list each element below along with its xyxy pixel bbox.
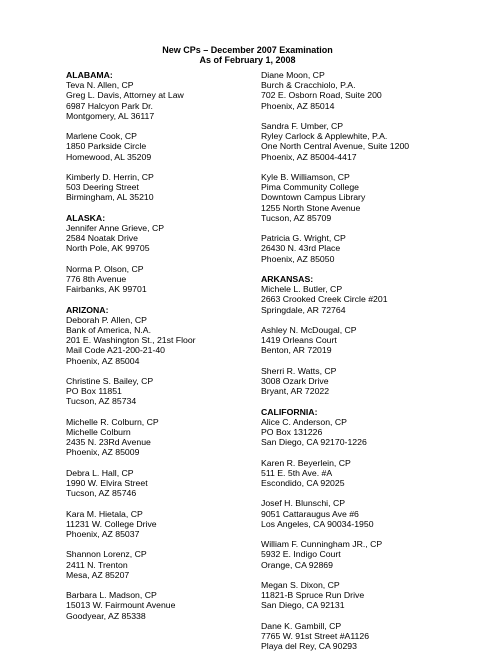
- entry-name: Christine S. Bailey, CP: [66, 376, 154, 386]
- address-entry: [261, 621, 486, 652]
- address-line: 26430 N. 43rd Place: [261, 243, 341, 254]
- address-line: Phoenix, AZ 85004: [66, 355, 140, 366]
- address-entry: [261, 121, 486, 162]
- address-line: Escondido, CA 92025: [261, 478, 345, 488]
- address-line: Fairbanks, AK 99701: [66, 284, 147, 295]
- address-line: Orange, CA 92869: [261, 559, 333, 570]
- address-entry: [66, 468, 266, 499]
- address-line: 503 Deering Street: [66, 182, 139, 193]
- address-line: Phoenix, AZ 85014: [261, 100, 335, 111]
- address-line: Tucson, AZ 85734: [66, 396, 137, 407]
- address-line: One North Central Avenue, Suite 1200: [261, 141, 410, 152]
- entry-name: Kyle B. Williamson, CP: [261, 172, 350, 182]
- entry-name: Alice C. Anderson, CP: [261, 416, 347, 427]
- state-heading: CALIFORNIA:: [261, 406, 318, 417]
- address-line: Greg L. Davis, Attorney at Law: [66, 90, 184, 101]
- address-line: Phoenix, AZ 85009: [66, 447, 140, 458]
- address-line: 3008 Ozark Drive: [261, 376, 329, 386]
- entry-name: Karen R. Beyerlein, CP: [261, 457, 351, 468]
- address-line: 2411 N. Trenton: [66, 559, 128, 570]
- address-line: Phoenix, AZ 85050: [261, 253, 335, 264]
- address-line: Bryant, AR 72022: [261, 386, 330, 397]
- header-line-1: New CPs – December 2007 Examination: [162, 45, 333, 55]
- address-line: Springdale, AR 72764: [261, 304, 346, 315]
- address-entry: [261, 580, 486, 611]
- address-line: 1990 W. Elvira Street: [66, 478, 148, 488]
- address-line: 9051 Cattaraugus Ave #6: [261, 508, 359, 519]
- address-entry: [66, 509, 266, 540]
- address-line: 1419 Orleans Court: [261, 335, 337, 346]
- entry-name: Sherri R. Watts, CP: [261, 365, 337, 376]
- entry-name: Teva N. Allen, CP: [66, 80, 134, 91]
- left-column: [66, 70, 266, 631]
- address-entry: [261, 172, 486, 223]
- address-line: San Diego, CA 92131: [261, 600, 345, 611]
- address-line: 11231 W. College Drive: [66, 518, 157, 529]
- address-line: Benton, AR 72019: [261, 345, 332, 356]
- address-entry: [66, 172, 266, 203]
- address-line: Downtown Campus Library: [261, 192, 366, 203]
- address-line: Mesa, AZ 85207: [66, 569, 130, 580]
- entry-name: Michelle R. Colburn, CP: [66, 416, 159, 427]
- entry-name: Michele L. Butler, CP: [261, 284, 343, 295]
- address-entry: [66, 590, 266, 621]
- address-line: Phoenix, AZ 85004-4417: [261, 151, 357, 162]
- entry-name: Diane Moon, CP: [261, 70, 325, 80]
- address-entry: [261, 498, 486, 529]
- document-header: [0, 45, 495, 65]
- address-entry: [66, 131, 266, 162]
- entry-name: Kara M. Hietala, CP: [66, 508, 143, 519]
- address-line: 1255 North Stone Avenue: [261, 202, 361, 213]
- state-heading: ALASKA:: [66, 212, 106, 223]
- entry-name: Dane K. Gambill, CP: [261, 620, 342, 631]
- address-line: Playa del Rey, CA 90293: [261, 641, 357, 652]
- entry-name: Kimberly D. Herrin, CP: [66, 172, 154, 182]
- address-line: 2584 Noatak Drive: [66, 233, 138, 244]
- address-line: 2663 Crooked Creek Circle #201: [261, 294, 388, 305]
- address-line: 11821-B Spruce Run Drive: [261, 590, 365, 601]
- entry-name: Jennifer Anne Grieve, CP: [66, 223, 165, 233]
- address-line: Bank of America, N.A.: [66, 325, 151, 335]
- address-line: Michelle Colburn: [66, 427, 131, 437]
- state-heading: ARIZONA:: [66, 304, 109, 315]
- entry-name: Josef H. Blunschi, CP: [261, 498, 346, 509]
- address-line: 1850 Parkside Circle: [66, 141, 147, 152]
- entry-name: Debra L. Hall, CP: [66, 467, 134, 478]
- address-entry: [66, 376, 266, 407]
- address-line: 702 E. Osborn Road, Suite 200: [261, 90, 382, 101]
- address-line: Los Angeles, CA 90034-1950: [261, 518, 374, 529]
- address-entry: [261, 539, 486, 570]
- entry-name: Ashley N. McDougal, CP: [261, 325, 357, 335]
- entry-name: Shannon Lorenz, CP: [66, 549, 147, 560]
- address-line: Tucson, AZ 85709: [261, 212, 332, 223]
- address-entry: [261, 366, 486, 397]
- address-line: 5932 E. Indigo Court: [261, 549, 341, 560]
- address-entry: [66, 549, 266, 580]
- address-line: San Diego, CA 92170-1226: [261, 437, 367, 448]
- address-entry: [261, 274, 486, 315]
- address-line: 2435 N. 23Rd Avenue: [66, 437, 151, 448]
- address-line: 511 E. 5th Ave. #A: [261, 467, 333, 478]
- address-entry: [66, 417, 266, 458]
- address-line: Homewood, AL 35209: [66, 151, 152, 162]
- state-heading: ALABAMA:: [66, 70, 113, 80]
- address-line: Goodyear, AZ 85338: [66, 610, 146, 621]
- address-line: Ryley Carlock & Applewhite, P.A.: [261, 131, 388, 142]
- address-entry: [261, 233, 486, 264]
- address-line: PO Box 11851: [66, 386, 122, 397]
- address-entry: [261, 407, 486, 448]
- entry-name: Norma P. Olson, CP: [66, 263, 144, 274]
- address-entry: [261, 325, 486, 356]
- address-line: 7765 W. 91st Street #A1126: [261, 630, 370, 641]
- entry-name: Megan S. Dixon, CP: [261, 579, 340, 590]
- address-entry: [66, 70, 266, 121]
- address-line: PO Box 131226: [261, 427, 323, 437]
- address-line: Burch & Cracchiolo, P.A.: [261, 80, 356, 91]
- address-line: 15013 W. Fairmount Avenue: [66, 600, 176, 611]
- address-entry: [261, 70, 486, 111]
- entry-name: Sandra F. Umber, CP: [261, 121, 344, 131]
- entry-name: Deborah P. Allen, CP: [66, 314, 147, 325]
- right-column: [261, 70, 486, 662]
- entry-name: Patricia G. Wright, CP: [261, 233, 346, 244]
- entry-name: Barbara L. Madson, CP: [66, 590, 157, 601]
- address-entry: [66, 305, 266, 366]
- header-line-2: As of February 1, 2008: [199, 55, 296, 65]
- entry-name: William F. Cunningham JR., CP: [261, 539, 383, 550]
- address-entry: [261, 458, 486, 489]
- address-entry: [66, 213, 266, 254]
- address-line: Birmingham, AL 35210: [66, 192, 154, 203]
- address-line: 776 8th Avenue: [66, 274, 127, 284]
- address-line: 201 E. Washington St., 21st Floor: [66, 335, 196, 346]
- state-heading: ARKANSAS:: [261, 274, 314, 284]
- address-line: Montgomery, AL 36117: [66, 110, 155, 121]
- address-line: North Pole, AK 99705: [66, 243, 150, 254]
- entry-name: Marlene Cook, CP: [66, 131, 137, 142]
- address-entry: [66, 264, 266, 295]
- address-line: Pima Community College: [261, 182, 360, 193]
- address-line: 6987 Halcyon Park Dr.: [66, 100, 153, 111]
- address-line: Mail Code A21-200-21-40: [66, 345, 166, 356]
- address-line: Tucson, AZ 85746: [66, 488, 137, 499]
- address-line: Phoenix, AZ 85037: [66, 529, 140, 539]
